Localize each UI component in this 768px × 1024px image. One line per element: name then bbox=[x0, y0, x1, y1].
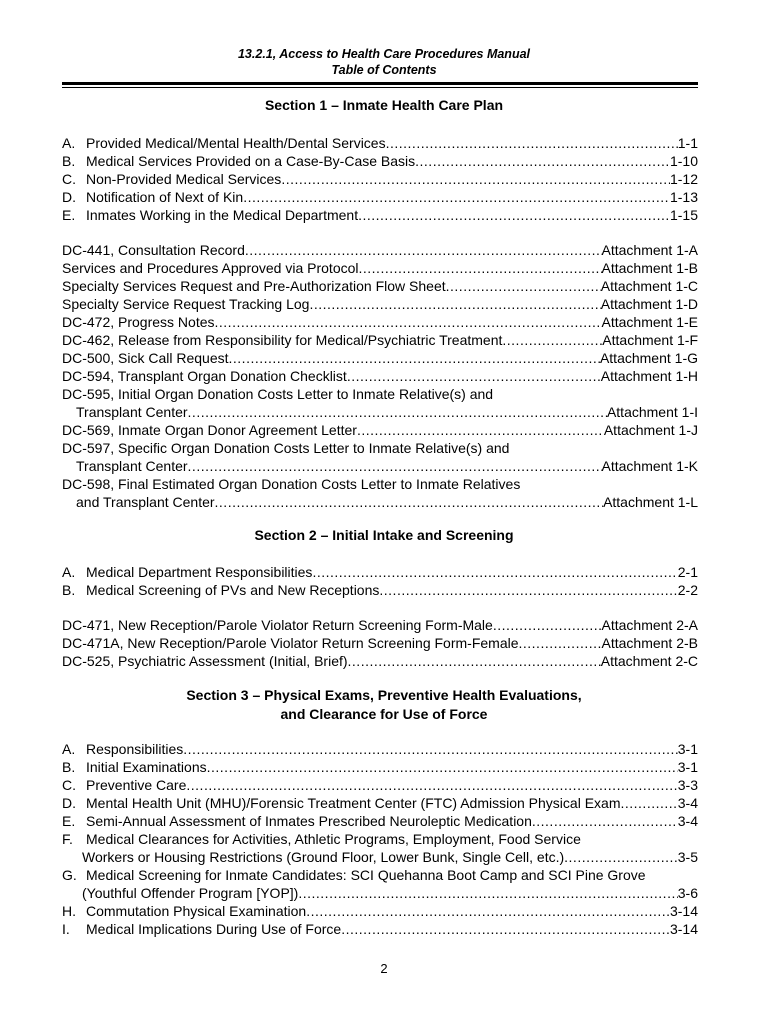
entry-label: C. bbox=[62, 777, 76, 793]
entry-page: 1-15 bbox=[669, 207, 698, 223]
entry-label: B. bbox=[62, 759, 76, 775]
dot-leader bbox=[359, 259, 602, 277]
toc-entry-line1 bbox=[62, 866, 646, 884]
attachment-entry bbox=[62, 241, 698, 259]
entry-label: D. bbox=[62, 189, 76, 205]
attachment-entry bbox=[62, 313, 698, 331]
entry-title: and Transplant Center bbox=[76, 494, 215, 510]
dot-leader bbox=[215, 493, 604, 511]
entry-page: Attachment 2-A bbox=[601, 617, 698, 633]
entry-label: A. bbox=[62, 741, 76, 757]
attachment-entry-line1: DC-595, Initial Organ Donation Costs Letter to Inmate Relative(s) and bbox=[62, 386, 494, 402]
attachment-entry-line1: DC-597, Specific Organ Donation Costs Letter to Inmate Relative(s) and bbox=[62, 440, 510, 456]
toc-entry bbox=[62, 152, 698, 170]
entry-page: Attachment 1-A bbox=[601, 242, 698, 258]
toc-entry bbox=[62, 794, 698, 812]
entry-title: DC-525, Psychiatric Assessment (Initial, Brief) bbox=[62, 653, 348, 669]
entry-title: Medical Implications During Use of Force bbox=[86, 921, 342, 937]
entry-title: Semi-Annual Assessment of Inmates Prescribed Neuroleptic Medication bbox=[86, 813, 532, 829]
dot-leader bbox=[358, 206, 670, 224]
entry-label: A. bbox=[62, 135, 76, 151]
entry-page: Attachment 2-C bbox=[600, 653, 698, 669]
toc-entry bbox=[62, 902, 698, 920]
toc-entry bbox=[62, 758, 698, 776]
document-title: 13.2.1, Access to Health Care Procedures Manual bbox=[237, 47, 531, 61]
entry-page: Attachment 1-F bbox=[602, 332, 698, 348]
dot-leader bbox=[298, 884, 677, 902]
toc-entry bbox=[62, 170, 698, 188]
entry-page: Attachment 1-J bbox=[603, 422, 698, 438]
entry-label: B. bbox=[62, 153, 76, 169]
entry-title: Mental Health Unit (MHU)/Forensic Treatment Center (FTC) Admission Physical Exam bbox=[86, 795, 621, 811]
attachment-entry bbox=[62, 295, 698, 313]
entry-label: I. bbox=[62, 921, 70, 937]
dot-leader bbox=[183, 740, 677, 758]
entry-title: DC-441, Consultation Record bbox=[62, 242, 245, 258]
toc-entry bbox=[62, 884, 698, 902]
dot-leader bbox=[502, 331, 602, 349]
toc-entry bbox=[62, 812, 698, 830]
dot-leader bbox=[519, 634, 602, 652]
attachment-entry bbox=[62, 652, 698, 670]
entry-label: G. bbox=[62, 867, 77, 883]
page-number: 2 bbox=[380, 961, 388, 976]
entry-page: 3-1 bbox=[677, 741, 698, 757]
dot-leader bbox=[446, 277, 601, 295]
dot-leader bbox=[347, 367, 601, 385]
entry-title: Specialty Service Request Tracking Log bbox=[62, 296, 310, 312]
entry-page: 3-14 bbox=[669, 903, 698, 919]
entry-title: DC-569, Inmate Organ Donor Agreement Letter bbox=[62, 422, 357, 438]
entry-title: Non-Provided Medical Services bbox=[86, 171, 282, 187]
entry-title: Workers or Housing Restrictions (Ground Floor, Lower Bunk, Single Cell, etc.) bbox=[82, 849, 565, 865]
attachment-entry bbox=[62, 457, 698, 475]
entry-page: 1-1 bbox=[677, 135, 698, 151]
entry-label: H. bbox=[62, 903, 76, 919]
entry-page: 1-10 bbox=[669, 153, 698, 169]
entry-page: Attachment 2-B bbox=[601, 635, 698, 651]
entry-page: 1-12 bbox=[669, 171, 698, 187]
entry-title: Provided Medical/Mental Health/Dental Services bbox=[86, 135, 386, 151]
entry-page: 2-2 bbox=[677, 582, 698, 598]
entry-page: Attachment 1-H bbox=[600, 368, 698, 384]
dot-leader bbox=[348, 652, 601, 670]
dot-leader bbox=[620, 794, 677, 812]
dot-leader bbox=[229, 349, 600, 367]
entry-title: Commutation Physical Examination bbox=[86, 903, 307, 919]
entry-label: C. bbox=[62, 171, 76, 187]
dot-leader bbox=[281, 170, 670, 188]
attachment-entry bbox=[62, 616, 698, 634]
dot-leader bbox=[188, 457, 602, 475]
entry-page: Attachment 1-B bbox=[601, 260, 698, 276]
dot-leader bbox=[386, 134, 678, 152]
entry-page: 2-1 bbox=[677, 564, 698, 580]
entry-title: DC-462, Release from Responsibility for Medical/Psychiatric Treatment bbox=[62, 332, 503, 348]
dot-leader bbox=[312, 563, 677, 581]
entry-label: E. bbox=[62, 207, 76, 223]
attachment-entry-line1: DC-598, Final Estimated Organ Donation Costs Letter to Inmate Relatives bbox=[62, 476, 521, 492]
entry-title: Initial Examinations bbox=[86, 759, 207, 775]
toc-entry bbox=[62, 188, 698, 206]
attachment-entry bbox=[62, 349, 698, 367]
dot-leader bbox=[493, 616, 602, 634]
attachment-entry bbox=[62, 331, 698, 349]
entry-title: Transplant Center bbox=[76, 404, 188, 420]
entry-title: Preventive Care bbox=[86, 777, 187, 793]
entry-title-line1: Medical Screening for Inmate Candidates: SCI Quehanna Boot Camp and SCI Pine Grove bbox=[86, 867, 646, 883]
attachment-entry bbox=[62, 403, 698, 421]
entry-page: 3-4 bbox=[677, 795, 698, 811]
header-rule-thin bbox=[62, 87, 698, 88]
entry-page: Attachment 1-L bbox=[603, 494, 698, 510]
attachment-entry bbox=[62, 367, 698, 385]
entry-title: Medical Services Provided on a Case-By-Case Basis bbox=[86, 153, 416, 169]
section-1-heading: Section 1 – Inmate Health Care Plan bbox=[264, 97, 504, 113]
entry-title: (Youthful Offender Program [YOP]) bbox=[82, 885, 299, 901]
entry-title: Inmates Working in the Medical Department bbox=[86, 207, 359, 223]
attachment-entry bbox=[62, 277, 698, 295]
entry-page: 3-4 bbox=[677, 813, 698, 829]
attachment-entry bbox=[62, 493, 698, 511]
section-3-heading: Section 3 – Physical Exams, Preventive Health Evaluations, bbox=[186, 687, 582, 703]
toc-entry bbox=[62, 134, 698, 152]
dot-leader bbox=[306, 902, 670, 920]
entry-label: F. bbox=[62, 831, 73, 847]
entry-title: DC-594, Transplant Organ Donation Checklist bbox=[62, 368, 347, 384]
dot-leader bbox=[379, 581, 677, 599]
dot-leader bbox=[215, 313, 602, 331]
toc-entry bbox=[62, 581, 698, 599]
entry-title-line1: Medical Clearances for Activities, Athletic Programs, Employment, Food Service bbox=[86, 831, 581, 847]
document-subtitle: Table of Contents bbox=[331, 63, 437, 77]
toc-entry-line1 bbox=[62, 830, 581, 848]
entry-title: Transplant Center bbox=[76, 458, 188, 474]
entry-page: 3-3 bbox=[677, 777, 698, 793]
entry-label: D. bbox=[62, 795, 76, 811]
entry-page: Attachment 1-I bbox=[606, 404, 698, 420]
dot-leader bbox=[245, 241, 602, 259]
entry-title: DC-471, New Reception/Parole Violator Return Screening Form-Male bbox=[62, 617, 493, 633]
entry-page: 3-1 bbox=[677, 759, 698, 775]
toc-entry bbox=[62, 848, 698, 866]
entry-page: Attachment 1-G bbox=[599, 350, 698, 366]
entry-label: B. bbox=[62, 582, 76, 598]
entry-title: Services and Procedures Approved via Protocol bbox=[62, 260, 359, 276]
entry-page: 3-6 bbox=[677, 885, 698, 901]
dot-leader bbox=[207, 758, 678, 776]
entry-title: DC-500, Sick Call Request bbox=[62, 350, 229, 366]
entry-label: A. bbox=[62, 564, 76, 580]
attachment-entry bbox=[62, 259, 698, 277]
toc-entry bbox=[62, 776, 698, 794]
toc-entry bbox=[62, 206, 698, 224]
dot-leader bbox=[309, 295, 600, 313]
entry-page: 3-5 bbox=[677, 849, 698, 865]
entry-page: 3-14 bbox=[669, 921, 698, 937]
entry-title: DC-472, Progress Notes bbox=[62, 314, 215, 330]
entry-page: Attachment 1-C bbox=[600, 278, 698, 294]
attachment-entry bbox=[62, 634, 698, 652]
dot-leader bbox=[243, 188, 670, 206]
toc-entry bbox=[62, 563, 698, 581]
entry-label: E. bbox=[62, 813, 76, 829]
section-3-heading-line2: and Clearance for Use of Force bbox=[280, 706, 488, 722]
section-2-heading: Section 2 – Initial Intake and Screening bbox=[254, 527, 514, 543]
dot-leader bbox=[357, 421, 604, 439]
entry-page: Attachment 1-K bbox=[601, 458, 698, 474]
attachment-entry bbox=[62, 421, 698, 439]
dot-leader bbox=[564, 848, 678, 866]
entry-title: Notification of Next of Kin bbox=[86, 189, 244, 205]
entry-page: Attachment 1-E bbox=[601, 314, 698, 330]
dot-leader bbox=[532, 812, 678, 830]
entry-page: Attachment 1-D bbox=[600, 296, 698, 312]
dot-leader bbox=[415, 152, 670, 170]
entry-title: DC-471A, New Reception/Parole Violator Return Screening Form-Female bbox=[62, 635, 519, 651]
toc-entry bbox=[62, 740, 698, 758]
entry-title: Medical Department Responsibilities bbox=[86, 564, 313, 580]
entry-page: 1-13 bbox=[669, 189, 698, 205]
dot-leader bbox=[341, 920, 670, 938]
entry-title: Specialty Services Request and Pre-Authorization Flow Sheet bbox=[62, 278, 446, 294]
dot-leader bbox=[186, 776, 677, 794]
header-rule-thick bbox=[62, 82, 698, 85]
toc-entry bbox=[62, 920, 698, 938]
dot-leader bbox=[188, 403, 607, 421]
entry-title: Responsibilities bbox=[86, 741, 184, 757]
entry-title: Medical Screening of PVs and New Receptions bbox=[86, 582, 380, 598]
